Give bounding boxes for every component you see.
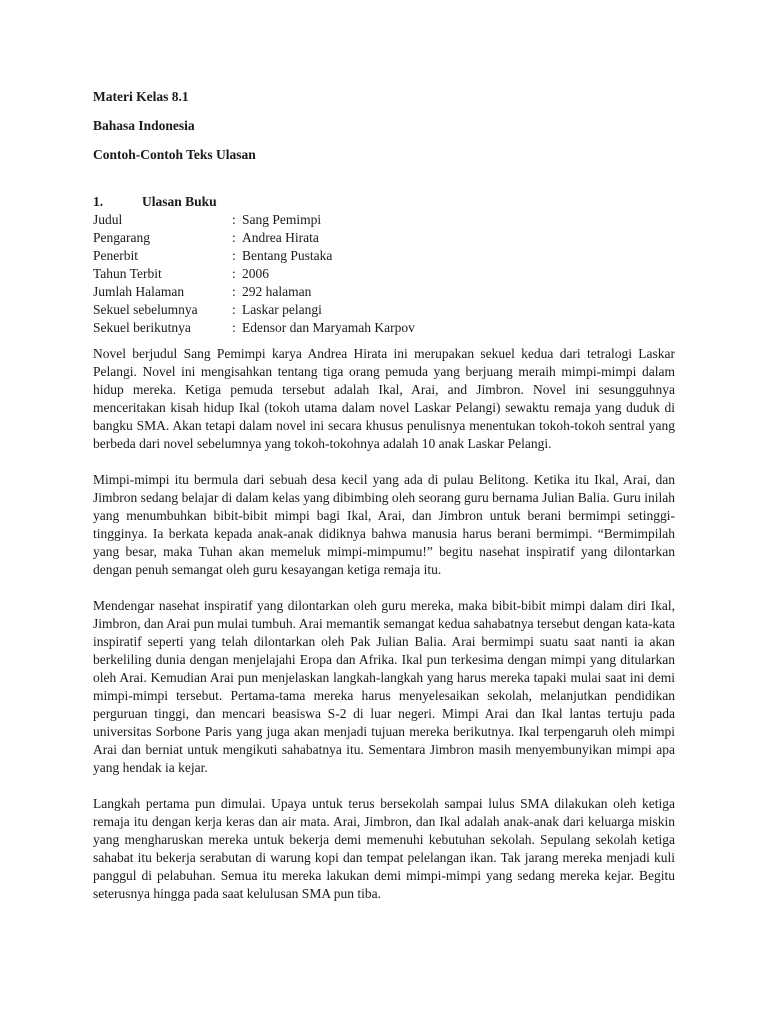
review-paragraph: Novel berjudul Sang Pemimpi karya Andrea Hirata ini merupakan sekuel kedua dari tetralogi Laskar Pelangi. Novel ini mengisahkan tentang tiga orang pemuda yang berjuang meraih mimpi-mimpi dalam hidup mereka. Ketiga pemuda tersebut adalah Ikal, Arai, and Jimbron. Novel ini sesungguhnya menceritakan kisah hidup Ikal (tokoh utama dalam novel Laskar Pelangi) sewaktu remaja yang duduk di bangku SMA. Akan tetapi dalam novel ini secara khusus penulisnya menentukan tokoh-tokoh sentral yang berbeda dari novel sebelumnya yang tokoh-tokohnya adalah 10 anak Laskar Pelangi. xyxy=(93,346,675,451)
colon: : xyxy=(232,230,236,245)
colon: : xyxy=(232,284,236,299)
book-info-row xyxy=(93,283,415,301)
book-info-value: 2006 xyxy=(242,266,269,281)
section-title xyxy=(93,193,675,211)
colon: : xyxy=(232,266,236,281)
book-info-label: Penerbit xyxy=(93,248,138,263)
review-paragraph: Langkah pertama pun dimulai. Upaya untuk terus bersekolah sampai lulus SMA dilakukan oleh ketiga remaja itu dengan kerja keras dan air mata. Arai, Jimbron, dan Ikal adalah anak-anak dari keluarga miskin yang mengharuskan mereka untuk bekerja demi memenuhi kebutuhan sekolah. Sepulang sekolah ketiga sahabat itu bekerja serabutan di warung kopi dan tempat pelelangan ikan. Tak jarang mereka menjadi kuli panggul di pelabuhan. Semua itu mereka lakukan demi mimpi-mimpi yang sedang mereka kejar. Begitu seterusnya hingga pada saat kelulusan SMA pun tiba. xyxy=(93,796,675,901)
book-info-value: Andrea Hirata xyxy=(242,230,319,245)
colon: : xyxy=(232,320,236,335)
topic-heading: Contoh-Contoh Teks Ulasan xyxy=(93,147,256,162)
review-paragraph: Mimpi-mimpi itu bermula dari sebuah desa kecil yang ada di pulau Belitong. Ketika itu Ikal, Arai, dan Jimbron sedang belajar di dalam kelas yang dibimbing oleh seorang guru bernama Julian Balia. Guru inilah yang menumbuhkan bibit-bibit mimpi bagi Ikal, Arai, dan Jimbron untuk berani bermimpi setinggi-tingginya. Ia berkata kepada anak-anak didiknya bahwa manusia harus berani bermimpi. “Bermimpilah yang besar, maka Tuhan akan memeluk mimpi-mimpumu!” begitu nasehat inspiratif yang dilontarkan dengan penuh semangat oleh guru kesayangan ketiga remaja itu. xyxy=(93,472,675,577)
book-info-value: 292 halaman xyxy=(242,284,312,299)
book-info-row xyxy=(93,319,415,337)
colon: : xyxy=(232,302,236,317)
book-info-row xyxy=(93,247,415,265)
colon: : xyxy=(232,212,236,227)
document-page xyxy=(93,88,675,903)
book-info-row xyxy=(93,211,415,229)
book-info-table xyxy=(93,211,415,337)
book-info-label: Sekuel berikutnya xyxy=(93,320,191,335)
section-title-text: Ulasan Buku xyxy=(142,194,217,209)
colon: : xyxy=(232,248,236,263)
book-info-value: Sang Pemimpi xyxy=(242,212,322,227)
book-info-row xyxy=(93,265,415,283)
review-paragraph: Mendengar nasehat inspiratif yang dilontarkan oleh guru mereka, maka bibit-bibit mimpi dalam diri Ikal, Jimbron, dan Arai pun mulai tumbuh. Arai memantik semangat kedua sahabatnya tersebut dengan kata-kata inspiratif seperti yang telah dilontarkan oleh Pak Julian Balia. Arai bermimpi suatu saat nanti ia akan berkeliling dunia dengan menjelajahi Eropa dan Afrika. Ikal pun terkesima dengan mimpi yang ditularkan oleh Arai. Kemudian Arai pun menjelaskan langkah-langkah yang harus mereka tapaki mulai saat ini demi mimpi-mimpi tersebut. Pertama-tama mereka harus menyelesaikan sekolah, melanjutkan pendidikan perguruan tinggi, dan mencari beasiswa S-2 di luar negeri. Mimpi Arai dan Ikal lantas tertuju pada universitas Sorbone Paris yang juga akan menjadi tujuan mereka berikutnya. Ikal terpengaruh oleh mimpi Arai dan berniat untuk mengikuti sahabatnya itu. Sementara Jimbron masih menyembunyikan mimpi apa yang hendak ia kejar. xyxy=(93,598,675,775)
book-info-value: Laskar pelangi xyxy=(242,302,322,317)
book-info-row xyxy=(93,229,415,247)
book-info-label: Jumlah Halaman xyxy=(93,284,185,299)
book-info-label: Judul xyxy=(93,212,123,227)
book-info-value: Edensor dan Maryamah Karpov xyxy=(242,320,415,335)
book-info-value: Bentang Pustaka xyxy=(242,248,333,263)
subject-heading: Bahasa Indonesia xyxy=(93,118,195,133)
book-info-row xyxy=(93,301,415,319)
class-heading: Materi Kelas 8.1 xyxy=(93,89,189,104)
book-info-label: Sekuel sebelumnya xyxy=(93,302,198,317)
book-info-label: Pengarang xyxy=(93,230,150,245)
section-number: 1. xyxy=(93,194,104,209)
book-info-label: Tahun Terbit xyxy=(93,266,162,281)
